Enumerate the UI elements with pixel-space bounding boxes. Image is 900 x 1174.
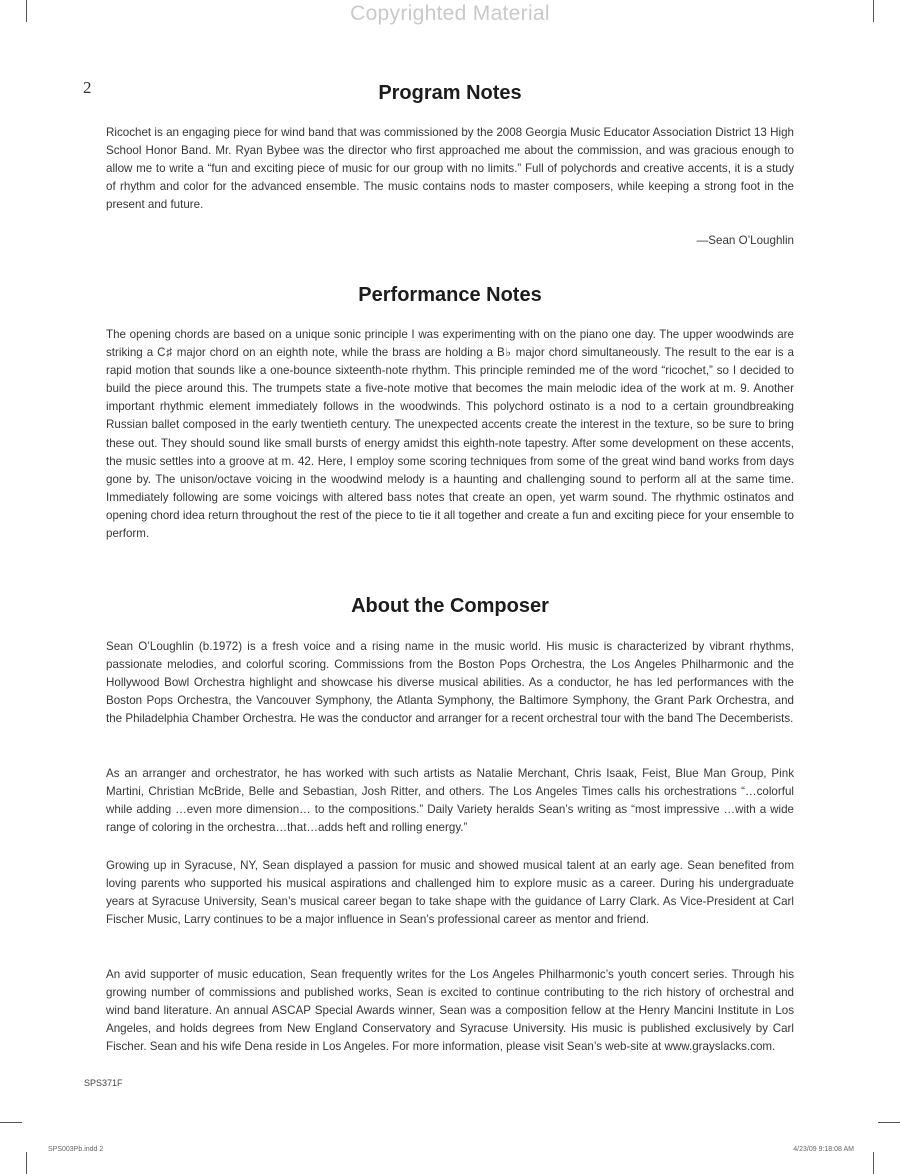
crop-mark-bottom-left-vertical: [26, 1152, 27, 1174]
date-slug: 4/23/09 9:18:08 AM: [793, 1146, 854, 1153]
crop-mark-bottom-right: [878, 1122, 900, 1123]
about-composer-paragraph-3: Growing up in Syracuse, NY, Sean displayed a passion for music and showed musical talent at an early age. Sean benefited from loving parents who supported his musical aspirations and challenged him to explore music as a career. During his undergraduate years at Syracuse University, Sean’s musical career began to take shape with the guidance of Larry Clark. As Vice-President at Carl Fischer Music, Larry continues to be a major influence in Sean’s professional career as mentor and friend.: [106, 859, 794, 927]
about-composer-paragraph-1: Sean O’Loughlin (b.1972) is a fresh voice and a rising name in the music world. His music is characterized by vibrant rhythms, passionate melodies, and colorful scoring. Commissions from the Boston Pops Orchestra, the Los Angeles Philharmonic and the Hollywood Bowl Orchestra highlight and showcase his diverse musical abilities. As a conductor, he has led performances with the Boston Pops Orchestra, the Vancouver Symphony, the Atlanta Symphony, the Baltimore Symphony, the Grant Park Orchestra, and the Philadelphia Chamber Orchestra. He was the conductor and arranger for a recent orchestral tour with the band The Decemberists.: [106, 640, 794, 726]
crop-mark-bottom-right-vertical: [873, 1152, 874, 1174]
document-code: SPS371F: [84, 1078, 123, 1088]
performance-notes-heading: Performance Notes: [358, 284, 542, 306]
author-signature: —Sean O’Loughlin: [696, 234, 794, 247]
program-notes-body: Ricochet is an engaging piece for wind band that was commissioned by the 2008 Georgia Music Educator Association District 13 High School Honor Band. Mr. Ryan Bybee was the director who first approached me about the commission, and was gracious enough to allow me to write a “fun and exciting piece of music for our group with no limits.” Full of polychords and creative accents, it is a study of rhythm and color for the advanced ensemble. The music contains nods to master composers, while keeping a strong foot in the present and future.: [106, 126, 794, 212]
copyright-watermark: Copyrighted Material: [350, 2, 550, 25]
performance-notes-body: The opening chords are based on a unique sonic principle I was experimenting with on the piano one day. The upper woodwinds are striking a C♯ major chord on an eighth note, while the brass are holding a B♭ major chord simultaneously. The result to the ear is a rapid motion that sounds like a one-bounce sixteenth-note rhythm. This principle reminded me of the word “ricochet,” so I decided to build the piece around this. The trumpets state a five-note motive that becomes the main melodic idea of the work at m. 9. Another important rhythmic element immediately follows in the woodwinds. This polychord ostinato is a nod to a certain groundbreaking Russian ballet composed in the early twentieth century. The unexpected accents create the interest in the texture, so be sure to bring these out. They should sound like small bursts of energy amidst this eighth-note tapestry. After some development on these accents, the music settles into a groove at m. 42. Here, I employ some scoring techniques from some of the great wind band works from days gone by. The unison/octave voicing in the woodwind melody is a haunting and challenging sound to perform all at the same time. Immediately following are some voicings with altered bass notes that create an open, yet warm sound. The rhythmic ostinatos and opening chord idea return throughout the rest of the piece to tie it all together and create a fun and exciting piece for your ensemble to perform.: [106, 328, 794, 541]
crop-mark-bottom-left: [0, 1122, 22, 1123]
page-number: 2: [83, 78, 92, 97]
about-composer-paragraph-2: As an arranger and orchestrator, he has worked with such artists as Natalie Merchant, Chris Isaak, Feist, Blue Man Group, Pink Martini, Christian McBride, Belle and Sebastian, Josh Ritter, and others. The Los Angeles Times calls his orchestrations “…colorful while adding …even more dimension… to the compositions.” Daily Variety heralds Sean’s writing as “most impressive …with a wide range of coloring in the orchestra…that…adds heft and rolling energy.”: [106, 767, 794, 835]
program-notes-heading: Program Notes: [378, 82, 522, 104]
about-composer-paragraph-4: An avid supporter of music education, Sean frequently writes for the Los Angeles Philharmonic’s youth concert series. Through his growing number of commissions and published works, Sean is excited to continue contributing to the rich history of orchestral and wind band literature. An annual ASCAP Special Awards winner, Sean was a composition fellow at the Henry Mancini Institute in Los Angeles, and holds degrees from New England Conservatory and Syracuse University. His music is published exclusively by Carl Fischer. Sean and his wife Dena reside in Los Angeles. For more information, please visit Sean’s web-site at www.grayslacks.com.: [106, 968, 794, 1054]
about-composer-heading: About the Composer: [351, 595, 549, 617]
file-slug: SPS003Pb.indd 2: [48, 1146, 104, 1153]
